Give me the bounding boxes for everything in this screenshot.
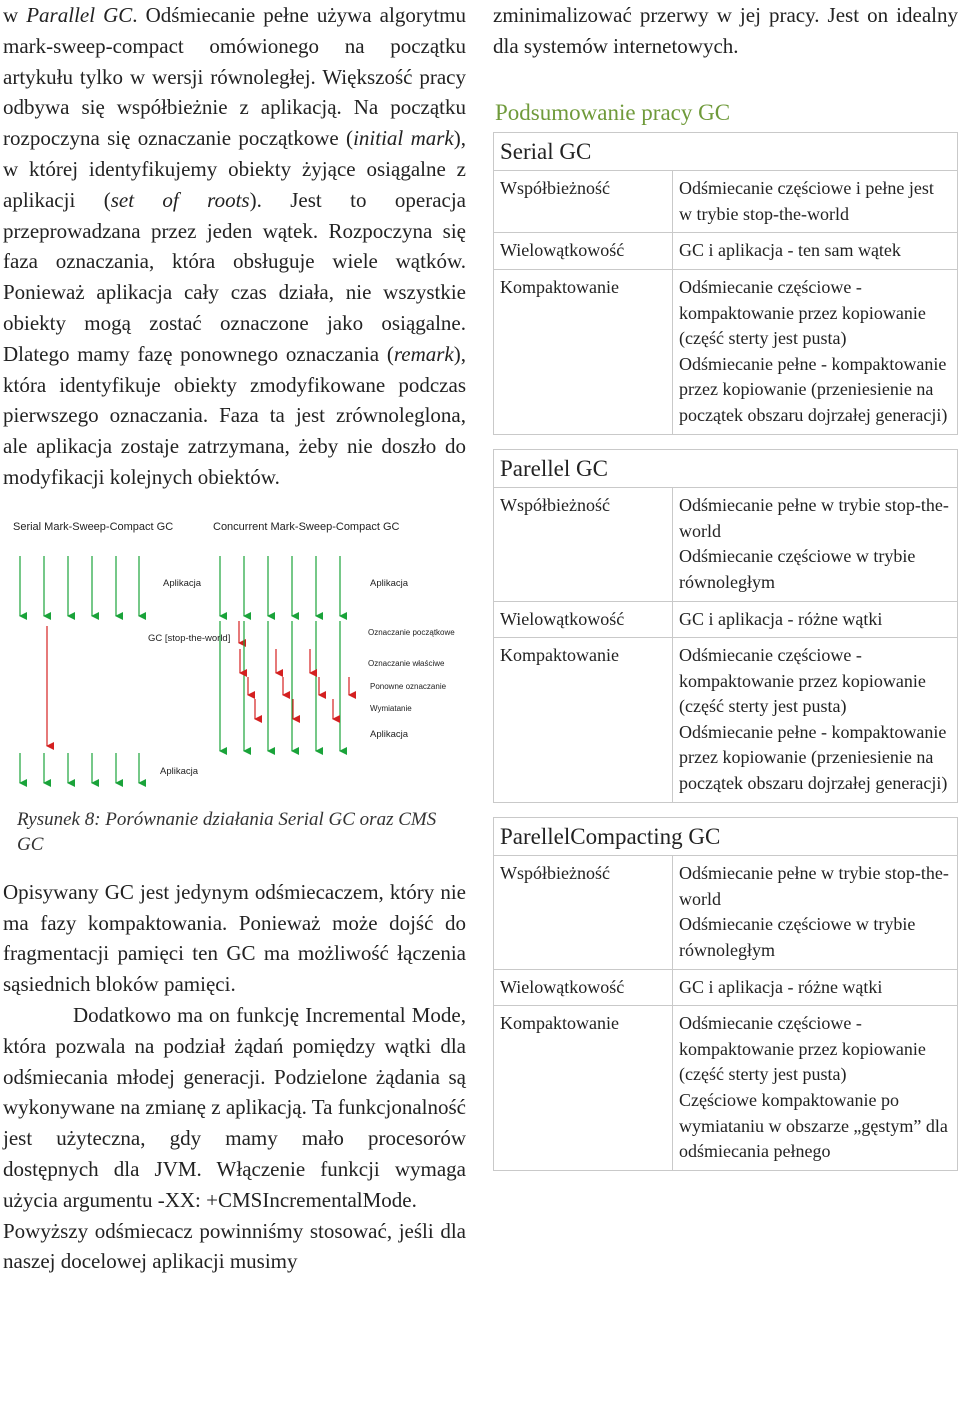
label-left-gc: GC [stop-the-world] [148,632,231,644]
row-value-line: Częściowe kompaktowanie po wymiataniu w obszarze „gęstym” dla odśmiecania pełnego [679,1090,948,1162]
row-value-line: Odśmiecanie pełne w trybie stop-the-world [679,495,949,541]
table-spacer [493,803,958,817]
para1-run: . Odśmiecanie pełne używa algorytmu mark-sweep-compact omówionego na początku artykułu tylko w wersji równoległej. Większość pracy odbywa się współbieżnie z aplikacją. Na początku rozpoczyna się oznaczanie początkowe ( [3,3,467,151]
row-value [673,601,958,638]
row-value [673,488,958,601]
para1-run: ), w której identyfikujemy obiekty żyjące osiągalne z aplikacji ( [3,126,466,212]
row-value [673,638,958,803]
label-right-app2: Aplikacja [370,728,409,740]
para1-run: initial mark [353,126,454,151]
label-right-remark: Ponowne oznaczanie [370,681,447,691]
row-key: Współbieżność [494,488,673,601]
table-row [494,856,958,969]
para1-run: ). Jest to operacja przeprowadzana przez jeden wątek. Rozpoczyna się faza oznaczania, która obsługuje wiele wątków. Ponieważ aplikacja cały czas działa, nie wszystkie obiekty mogą zostać oznaczone jako osiągalne. Dlatego mamy fazę ponownego oznaczania ( [3,187,466,366]
row-key: Współbieżność [494,171,673,233]
figure-title-serial: Serial Mark-Sweep-Compact GC [13,520,174,533]
row-key: Kompaktowanie [494,638,673,803]
row-value-line: GC i aplikacja - różne wątki [679,608,883,629]
row-value-line: Odśmiecanie pełne - kompaktowanie przez kopiowanie (przeniesienie na początek obszaru dojrzałej generacji) [679,353,948,425]
table-row [494,171,958,233]
row-key: Kompaktowanie [494,269,673,434]
left-column [3,0,466,1277]
para1-run: ), która identyfikuje obiekty zmodyfikowane podczas pierwszego oznaczania. Faza ta jest zrównoleglona, ale aplikacja zostaje zatrzymana, żeby nie doszło do modyfikacji kolejnych obiektów. [3,341,466,489]
table-row [494,233,958,270]
gc-diagram [3,521,466,791]
table-row [494,969,958,1006]
row-value-line: Odśmiecanie częściowe - kompaktowanie przez kopiowanie (część sterty jest pusta) [679,645,926,717]
paragraph-incremental-mode: Dodatkowo ma on funkcję Incremental Mode, która pozwala na podział żądań pomiędzy wątki dla odśmiecania młodej generacji. Podzielone żądania są wykonywane na zmianę z aplikacją. Ta funkcjonalność jest użyteczna, gdy mamy mało procesorów dostępnych dla JVM. Włączenie funkcji wymaga użycia argumentu -XX: +CMSIncrementalMode. [3,1002,466,1212]
table-row [494,1006,958,1171]
row-value [673,171,958,233]
figure-gc-comparison [3,521,466,791]
para1-run: set of roots [110,187,250,212]
gc-summary-table [493,817,958,1171]
summary-tables [493,132,958,1171]
gc-summary-table [493,132,958,435]
row-value-line: Odśmiecanie pełne w trybie stop-the-world [679,863,949,909]
paragraph-fragmentation: Opisywany GC jest jedynym odśmiecaczem, który nie ma fazy kompaktowania. Ponieważ może dojść do fragmentacji pamięci ten GC ma możliwość łączenia sąsiednich bloków pamięci. [3,879,466,997]
table-row [494,638,958,803]
label-right-sweep: Wymiatanie [370,703,412,713]
table-row [494,269,958,434]
figure-title-concurrent: Concurrent Mark-Sweep-Compact GC [213,520,400,533]
table-header: ParellelCompacting GC [494,817,958,856]
label-right-initial-mark: Oznaczanie początkowe [368,627,455,637]
row-value-line: Odśmiecanie częściowe - kompaktowanie przez kopiowanie (część sterty jest pusta) [679,1013,926,1085]
table-header: Serial GC [494,132,958,171]
table-spacer [493,435,958,449]
label-left-app1: Aplikacja [163,577,202,589]
row-value [673,856,958,969]
row-key: Wielowątkowość [494,233,673,270]
row-value-line: Odśmiecanie pełne - kompaktowanie przez kopiowanie (przeniesienie na początek obszaru dojrzałej generacji) [679,721,948,794]
row-value-line: GC i aplikacja - ten sam wątek [679,240,901,261]
table-row [494,488,958,601]
figure-caption [17,807,457,857]
paragraph-continuation: zminimalizować przerwy w jej pracy. Jest on idealny dla systemów internetowych. [493,3,958,58]
gc-summary-table [493,449,958,803]
label-right-app1: Aplikacja [370,577,409,589]
row-value [673,1006,958,1171]
row-value-line: GC i aplikacja - różne wątki [679,976,883,997]
row-value [673,233,958,270]
para1-run: Parallel GC [26,3,133,27]
paragraph-usage: Powyższy odśmiecacz powinniśmy stosować, jeśli dla naszej docelowej aplikacji musimy [3,1218,466,1274]
para1-run: remark [393,341,454,366]
row-value [673,269,958,434]
row-key: Współbieżność [494,856,673,969]
para1-run: w [3,3,27,27]
label-right-mark: Oznaczanie właściwe [368,658,445,668]
table-header: Parellel GC [494,449,958,488]
row-value [673,969,958,1006]
paragraph-parallel-gc [3,0,466,493]
row-value-line: Odśmiecanie częściowe i pełne jest w trybie stop-the-world [679,178,934,224]
table-row [494,601,958,638]
row-value-line: Odśmiecanie częściowe w trybie równoległym [679,914,916,961]
row-value-line: Odśmiecanie częściowe - kompaktowanie przez kopiowanie (część sterty jest pusta) [679,276,926,349]
right-column [493,0,958,1171]
caption-text: Rysunek 8: Porównanie działania Serial GC oraz CMS GC [17,808,437,855]
row-key: Wielowątkowość [494,969,673,1006]
row-key: Kompaktowanie [494,1006,673,1171]
row-key: Wielowątkowość [494,601,673,638]
row-value-line: Odśmiecanie częściowe w trybie równoległym [679,546,916,592]
label-left-app2: Aplikacja [160,765,199,777]
summary-title: Podsumowanie pracy GC [495,99,731,125]
